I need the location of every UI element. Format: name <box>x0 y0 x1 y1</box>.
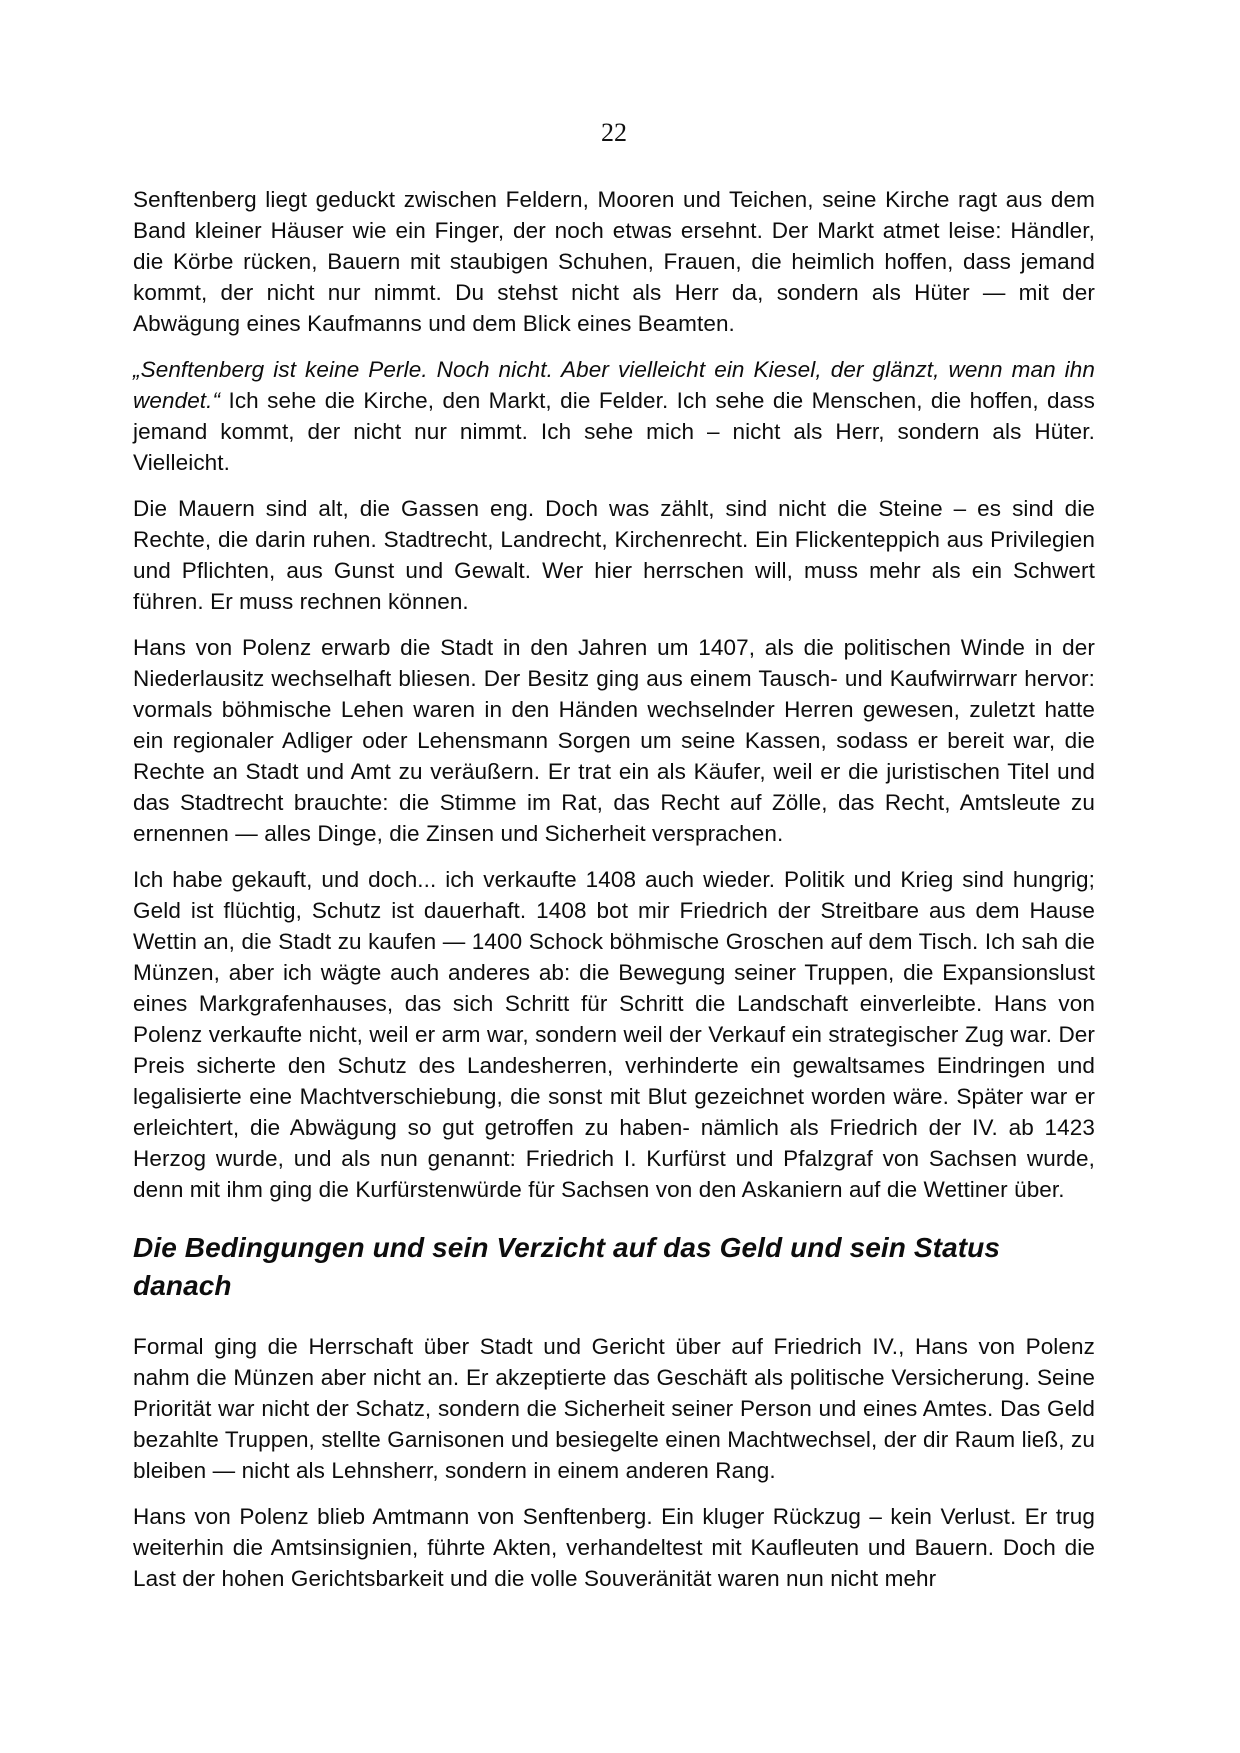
paragraph-verkauf-1408: Ich habe gekauft, und doch... ich verkaufte 1408 auch wieder. Politik und Krieg sind hungrig; Geld ist flüchtig, Schutz ist dauerhaft. 1408 bot mir Friedrich der Streitbare aus dem Hause Wettin an, die Stadt zu kaufen — 1400 Schock böhmische Groschen auf dem Tisch. Ich sah die Münzen, aber ich wägte auch anderes ab: die Bewegung seiner Truppen, die Expansionslust eines Markgrafenhauses, das sich Schritt für Schritt die Landschaft einverleibte. Hans von Polenz verkaufte nicht, weil er arm war, sondern weil der Verkauf ein strategischer Zug war. Der Preis sicherte den Schutz des Landesherren, verhinderte ein gewaltsames Eindringen und legalisierte eine Machtverschiebung, die sonst mit Blut gezeichnet worden wäre. Später war er erleichtert, die Abwägung so gut getroffen zu haben- nämlich als Friedrich der IV. ab 1423 Herzog wurde, und als nun genannt: Friedrich I. Kurfürst und Pfalzgraf von Sachsen wurde, denn mit ihm ging die Kurfürstenwürde für Sachsen von den Askaniern auf die Wettiner über. <box>133 867 1095 1202</box>
quote-continuation-text: Ich sehe die Kirche, den Markt, die Felder. Ich sehe die Menschen, die hoffen, dass jemand kommt, der nicht nur nimmt. Ich sehe mich – nicht als Herr, sondern als Hüter. Vielleicht. <box>133 388 1095 475</box>
paragraph-erwerb-1407: Hans von Polenz erwarb die Stadt in den Jahren um 1407, als die politischen Winde in der Niederlausitz wechselhaft bliesen. Der Besitz ging aus einem Tausch- und Kaufwirrwarr hervor: vormals böhmische Lehen waren in den Händen wechselnder Herren gewesen, zuletzt hatte ein regionaler Adliger oder Lehensmann Sorgen um seine Kassen, sodass er bereit war, die Rechte an Stadt und Amt zu veräußern. Er trat ein als Käufer, weil er die juristischen Titel und das Stadtrecht brauchte: die Stimme im Rat, das Recht auf Zölle, das Recht, Amtsleute zu ernennen — alles Dinge, die Zinsen und Sicherheit versprachen. <box>133 635 1095 846</box>
quote-italic-text: „Senftenberg ist keine Perle. Noch nicht. Aber vielleicht ein Kiesel, der glänzt, wenn man ihn wendet.“ <box>133 357 1095 413</box>
paragraph-mauern-rechte: Die Mauern sind alt, die Gassen eng. Doch was zählt, sind nicht die Steine – es sind die Rechte, die darin ruhen. Stadtrecht, Landrecht, Kirchenrecht. Ein Flickenteppich aus Privilegien und Pflichten, aus Gunst und Gewalt. Wer hier herrschen will, muss mehr als ein Schwert führen. Er muss rechnen können. <box>133 496 1095 614</box>
paragraph-amtmann-rueckzug: Hans von Polenz blieb Amtmann von Senftenberg. Ein kluger Rückzug – kein Verlust. Er trug weiterhin die Amtsinsignien, führte Akten, verhandeltest mit Kaufleuten und Bauern. Doch die Last der hohen Gerichtsbarkeit und die volle Souveränität waren nun nicht mehr <box>133 1504 1095 1591</box>
section-heading-bedingungen: Die Bedingungen und sein Verzicht auf das Geld und sein Status danach <box>133 1232 1001 1301</box>
page-number: 22 <box>601 118 627 147</box>
paragraph-senftenberg-intro: Senftenberg liegt geduckt zwischen Feldern, Mooren und Teichen, seine Kirche ragt aus dem Band kleiner Häuser wie ein Finger, der noch etwas ersehnt. Der Markt atmet leise: Händler, die Körbe rücken, Bauern mit staubigen Schuhen, Frauen, die heimlich hoffen, dass jemand kommt, der nicht nur nimmt. Du stehst nicht als Herr da, sondern als Hüter — mit der Abwägung eines Kaufmanns und dem Blick eines Beamten. <box>133 187 1095 336</box>
paragraph-formal-uebergang: Formal ging die Herrschaft über Stadt und Gericht über auf Friedrich IV., Hans von Polenz nahm die Münzen aber nicht an. Er akzeptierte das Geschäft als politische Versicherung. Seine Priorität war nicht der Schatz, sondern die Sicherheit seiner Person und eines Amtes. Das Geld bezahlte Truppen, stellte Garnisonen und besiegelte einen Machtwechsel, der dir Raum ließ, zu bleiben — nicht als Lehnsherr, sondern in einem anderen Rang. <box>133 1334 1095 1483</box>
paragraph-kiesel-quote <box>133 354 1095 478</box>
